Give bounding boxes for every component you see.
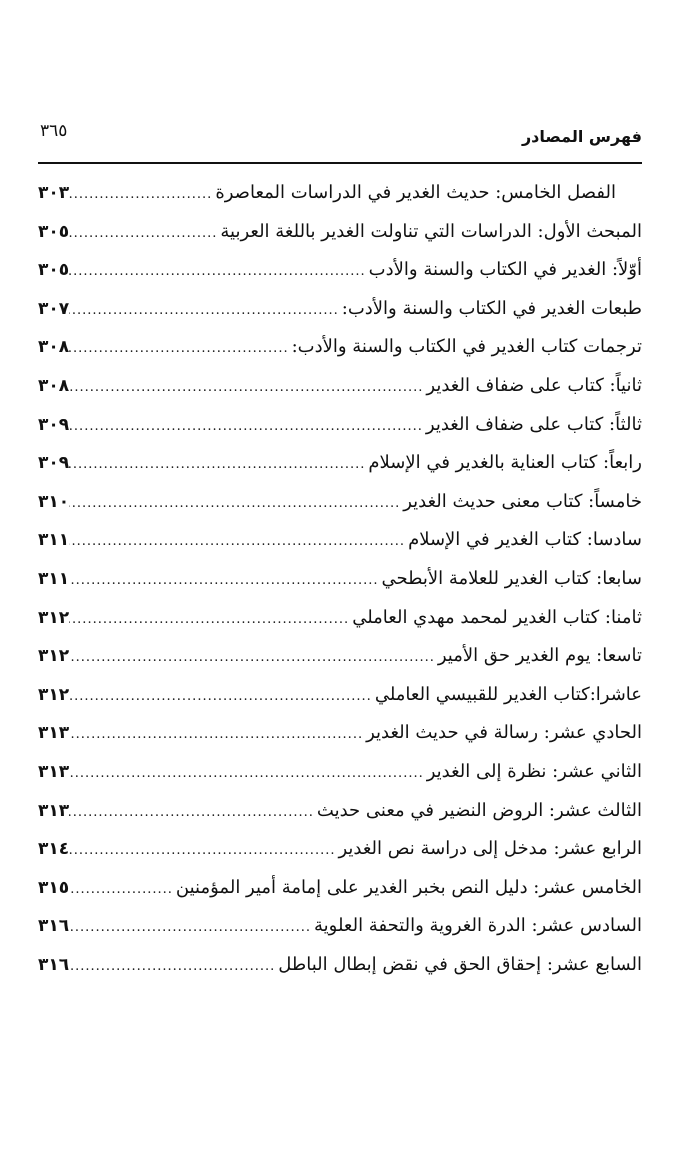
toc-entry-title: الثاني عشر: نظرة إلى الغدير (426, 760, 642, 782)
toc-entry-title: الخامس عشر: دليل النص بخبر الغدير على إمامة أمير المؤمنين (175, 876, 642, 898)
toc-dot-leader (69, 720, 366, 750)
toc-entry (38, 178, 642, 217)
toc-entry-page: ٣١١ (38, 568, 70, 589)
toc-entry-title: السادس عشر: الدرة الغروية والتحفة العلوية (314, 915, 642, 937)
toc-entry (38, 255, 642, 294)
toc-dot-leader (69, 412, 426, 442)
toc-entry-page: ٣١٦ (38, 916, 70, 937)
toc-dot-leader (69, 489, 403, 519)
toc-entry-title: الثالث عشر: الروض النضير في معنى حديث (316, 799, 642, 821)
toc-entry-title: ترجمات كتاب الغدير في الكتاب والسنة والأدب: (291, 336, 642, 358)
toc-entry-title: طبعات الغدير في الكتاب والسنة والأدب: (341, 297, 642, 319)
toc-dot-leader (69, 334, 291, 364)
toc-dot-leader (69, 952, 278, 982)
toc-entry (38, 217, 642, 256)
toc-entry-title: الحادي عشر: رسالة في حديث الغدير (366, 722, 642, 744)
toc-dot-leader (69, 798, 317, 828)
toc-entry-title: ثامنا: كتاب الغدير لمحمد مهدي العاملي (352, 606, 642, 628)
toc-dot-leader (69, 373, 426, 403)
toc-entry (38, 448, 642, 487)
running-header-title: فهرس المصادر (521, 127, 642, 146)
toc-entry (38, 332, 642, 371)
toc-dot-leader (69, 643, 438, 673)
toc-entry (38, 718, 642, 757)
toc-entry (38, 487, 642, 526)
toc-entry-page: ٣٠٨ (38, 375, 70, 396)
toc-dot-leader (69, 450, 368, 480)
toc-dot-leader (69, 527, 408, 557)
toc-entry-page: ٣٠٥ (38, 221, 70, 242)
toc-entry (38, 757, 642, 796)
toc-dot-leader (69, 759, 427, 789)
toc-entry (38, 603, 642, 642)
toc-entry-title: ثانياً: كتاب على ضفاف الغدير (426, 374, 642, 396)
toc-entry-page: ٣١٢ (38, 684, 70, 705)
toc-entry (38, 525, 642, 564)
toc-entry-page: ٣٠٩ (38, 414, 70, 435)
toc-dot-leader (69, 913, 314, 943)
toc-entry-page: ٣١٥ (38, 877, 70, 898)
toc-entry-title: أوّلاً: الغدير في الكتاب والسنة والأدب (368, 259, 642, 281)
toc-dot-leader (69, 875, 176, 905)
toc-entry (38, 564, 642, 603)
toc-entry-page: ٣٠٧ (38, 298, 70, 319)
toc-entry (38, 371, 642, 410)
toc-entry-page: ٣٠٨ (38, 337, 70, 358)
toc-entry-title: ثالثاً: كتاب على ضفاف الغدير (425, 413, 642, 435)
toc-entry-page: ٣١٦ (38, 954, 70, 975)
toc-dot-leader (69, 296, 342, 326)
toc-entry (38, 641, 642, 680)
running-header (38, 112, 642, 156)
toc-entry-page: ٣١٣ (38, 800, 70, 821)
toc-entry (38, 680, 642, 719)
document-page (38, 0, 642, 1155)
toc-dot-leader (69, 836, 338, 866)
toc-entry-title: خامساً: كتاب معنى حديث الغدير (403, 490, 642, 512)
toc-entry (38, 950, 642, 989)
toc-dot-leader (69, 257, 369, 287)
toc-entry-title: تاسعا: يوم الغدير حق الأمير (437, 645, 642, 667)
toc-entry (38, 873, 642, 912)
toc-entry-page: ٣١٢ (38, 646, 70, 667)
toc-entry-title: الرابع عشر: مدخل إلى دراسة نص الغدير (338, 838, 642, 860)
toc-dot-leader (69, 605, 352, 635)
toc-entry (38, 796, 642, 835)
toc-entry-title: سابعا: كتاب الغدير للعلامة الأبطحي (381, 567, 642, 589)
toc-entry (38, 410, 642, 449)
toc-entry-page: ٣٠٩ (38, 453, 70, 474)
running-header-page-number: ٣٦٥ (40, 121, 68, 141)
toc-entry-title: الفصل الخامس: حديث الغدير في الدراسات المعاصرة (215, 182, 616, 203)
toc-entry-page: ٣١١ (38, 530, 70, 551)
toc-entry (38, 911, 642, 950)
toc-entry-page: ٣١٤ (38, 839, 70, 860)
toc-entry (38, 294, 642, 333)
toc-entry-title: رابعاً: كتاب العناية بالغدير في الإسلام (368, 452, 642, 474)
toc-entry-page: ٣١٠ (38, 491, 70, 512)
header-divider (38, 162, 642, 164)
toc-entry (38, 834, 642, 873)
toc-entry-title: سادسا: كتاب الغدير في الإسلام (408, 529, 642, 551)
toc-entry-page: ٣١٢ (38, 607, 70, 628)
toc-entry-page: ٣١٣ (38, 761, 70, 782)
toc-dot-leader (69, 180, 215, 210)
toc-entry-page: ٣٠٣ (38, 183, 70, 203)
toc-entry-page: ٣٠٥ (38, 260, 70, 281)
toc-entry-title: السابع عشر: إحقاق الحق في نقض إبطال الباطل (278, 953, 642, 975)
toc-entry-page: ٣١٣ (38, 723, 70, 744)
table-of-contents (38, 178, 642, 988)
toc-entry-title: المبحث الأول: الدراسات التي تناولت الغدير باللغة العربية (220, 220, 642, 242)
toc-dot-leader (69, 566, 381, 596)
toc-dot-leader (69, 682, 375, 712)
toc-entry-title: عاشرا:كتاب الغدير للقبيسي العاملي (374, 683, 642, 705)
toc-dot-leader (69, 219, 220, 249)
